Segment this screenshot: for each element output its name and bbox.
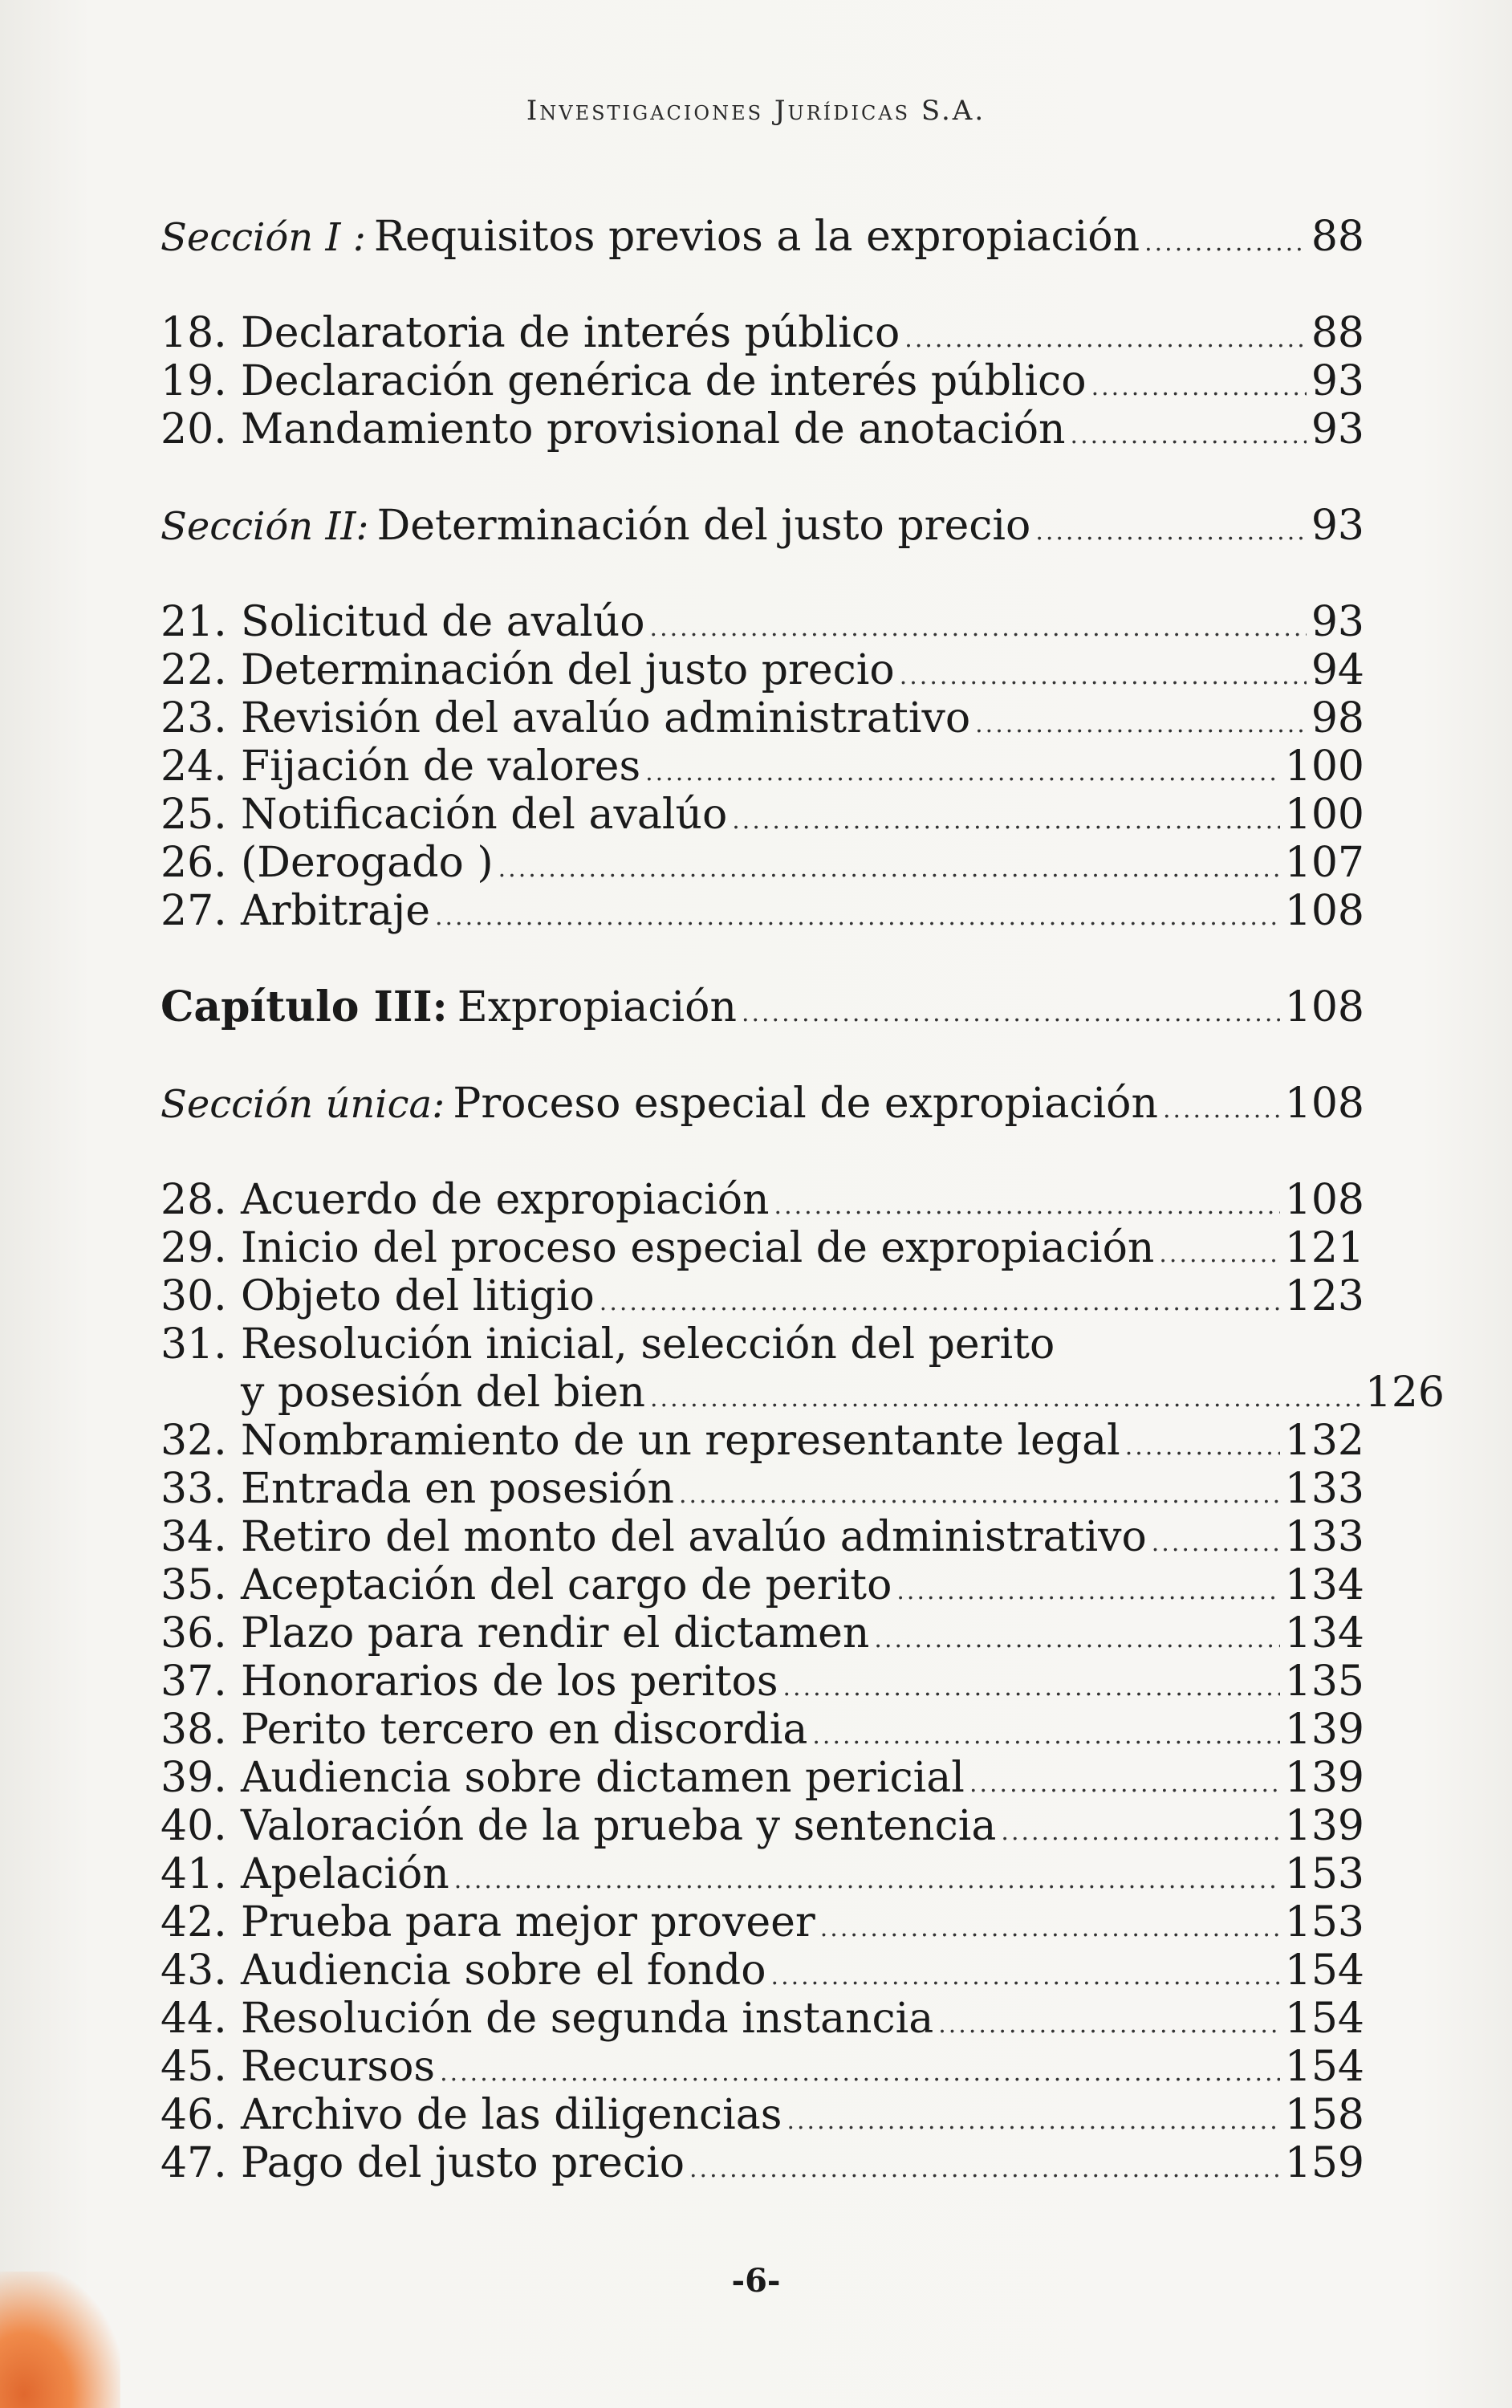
entry-title: Requisitos previos a la expropiación (373, 213, 1140, 261)
entry-page-number: 159 (1284, 2139, 1364, 2187)
entry-title: Aceptación del cargo de perito (241, 1561, 892, 1609)
dot-leader (783, 1664, 1280, 1712)
entry-number: 37. (161, 1658, 227, 1706)
entry-title: Plazo para rendir el dictamen (241, 1609, 870, 1658)
entry-page-number: 108 (1284, 1080, 1364, 1128)
entry-number: 24. (161, 742, 227, 791)
toc-entry (161, 1176, 1364, 1224)
dot-leader (1163, 1086, 1280, 1134)
dot-leader (874, 1616, 1279, 1664)
entry-number: 30. (161, 1272, 227, 1320)
toc-entry (161, 1417, 1364, 1465)
entry-number: 25. (161, 791, 227, 839)
dot-leader (645, 749, 1280, 797)
dot-leader (732, 797, 1279, 845)
toc-entry (161, 502, 1364, 550)
entry-title: Solicitud de avalúo (241, 598, 645, 646)
dot-leader (938, 2001, 1280, 2049)
toc-entry (161, 2091, 1364, 2139)
toc-entry (161, 694, 1364, 742)
entry-page-number: 132 (1284, 1417, 1364, 1465)
entry-title: y posesión del bien (241, 1369, 646, 1417)
entry-number: 34. (161, 1513, 227, 1561)
dot-leader (1144, 219, 1307, 267)
entry-title: Determinación del justo precio (376, 502, 1031, 550)
entry-title: Fijación de valores (241, 742, 641, 791)
entry-page-number: 88 (1311, 213, 1364, 261)
toc-entry (161, 1080, 1364, 1128)
dot-leader (1152, 1519, 1280, 1568)
entry-title: Expropiación (457, 983, 737, 1031)
dot-leader (650, 604, 1307, 653)
entry-number: 26. (161, 839, 227, 887)
entry-title: Resolución de segunda instancia (241, 1995, 934, 2043)
entry-page-number: 139 (1284, 1754, 1364, 1802)
entry-page-number: 93 (1311, 598, 1364, 646)
dot-leader (650, 1375, 1360, 1423)
entry-page-number: 93 (1311, 405, 1364, 454)
entry-page-number: 108 (1284, 983, 1364, 1031)
running-header: Investigaciones Jurídicas S.A. (526, 95, 986, 127)
toc-entry (161, 213, 1364, 261)
entry-title: Honorarios de los peritos (241, 1658, 778, 1706)
dot-leader (786, 2097, 1279, 2146)
toc-entry (161, 742, 1364, 791)
toc-entry (161, 1898, 1364, 1946)
entry-title: Resolución inicial, selección del perito (241, 1320, 1055, 1369)
entry-title: Declaración genérica de interés público (241, 357, 1087, 405)
entry-number: 22. (161, 646, 227, 694)
entry-number: 44. (161, 1995, 227, 2043)
dot-leader (1001, 1808, 1279, 1857)
toc-entry (161, 983, 1364, 1031)
dot-leader (454, 1857, 1280, 1905)
chapter-label: Capítulo III: (161, 982, 448, 1031)
toc-entry (161, 1272, 1364, 1320)
entry-page-number: 123 (1284, 1272, 1364, 1320)
toc-entry (161, 1995, 1364, 2043)
toc-entry (161, 1754, 1364, 1802)
entry-number: 28. (161, 1176, 227, 1224)
entry-number: 39. (161, 1754, 227, 1802)
entry-number: 29. (161, 1224, 227, 1272)
entry-title: Objeto del litigio (241, 1272, 595, 1320)
toc-entry (161, 1946, 1364, 1995)
dot-leader (435, 893, 1280, 942)
entry-page-number: 93 (1311, 357, 1364, 405)
entry-page-number: 154 (1284, 2043, 1364, 2091)
entry-title: Declaratoria de interés público (241, 309, 900, 357)
entry-page-number: 121 (1284, 1224, 1364, 1272)
entry-number: 27. (161, 887, 227, 935)
toc-entry (161, 2043, 1364, 2091)
entry-title: Arbitraje (241, 887, 430, 935)
entry-page-number: 98 (1311, 694, 1364, 742)
toc-entry (161, 1850, 1364, 1898)
entry-title: (Derogado ) (241, 839, 494, 887)
entry-number: 46. (161, 2091, 227, 2139)
entry-title: Valoración de la prueba y sentencia (241, 1802, 997, 1850)
dot-leader (1035, 508, 1307, 556)
dot-leader (742, 990, 1280, 1038)
entry-page-number: 154 (1284, 1995, 1364, 2043)
toc-entry (161, 405, 1364, 454)
entry-page-number: 108 (1284, 887, 1364, 935)
dot-leader (1091, 364, 1307, 412)
entry-page-number: 154 (1284, 1946, 1364, 1995)
entry-number: 19. (161, 357, 227, 405)
entry-page-number: 134 (1284, 1609, 1364, 1658)
entry-number: 33. (161, 1465, 227, 1513)
toc-entry (161, 887, 1364, 935)
dot-leader (896, 1568, 1279, 1616)
toc-entry (161, 1465, 1364, 1513)
entry-page-number: 153 (1284, 1898, 1364, 1946)
entry-page-number: 93 (1311, 502, 1364, 550)
entry-page-number: 107 (1284, 839, 1364, 887)
dot-leader (900, 653, 1307, 701)
entry-number: 21. (161, 598, 227, 646)
entry-number: 38. (161, 1706, 227, 1754)
entry-title: Proceso especial de expropiación (453, 1080, 1158, 1128)
entry-title: Mandamiento provisional de anotación (241, 405, 1066, 454)
entry-title: Pago del justo precio (241, 2139, 685, 2187)
entry-page-number: 100 (1284, 791, 1364, 839)
toc-entry (161, 1369, 1445, 1417)
entry-number: 20. (161, 405, 227, 454)
toc-entry (161, 646, 1364, 694)
dot-leader (820, 1905, 1280, 1953)
entry-number: 40. (161, 1802, 227, 1850)
entry-title: Retiro del monto del avalúo administrativo (241, 1513, 1147, 1561)
entry-page-number: 153 (1284, 1850, 1364, 1898)
entry-number: 36. (161, 1609, 227, 1658)
dot-leader (812, 1712, 1279, 1760)
toc-entry (161, 1224, 1364, 1272)
entry-number: 18. (161, 309, 227, 357)
dot-leader (1159, 1230, 1279, 1279)
toc-entry (161, 309, 1364, 357)
toc-entry (161, 1658, 1364, 1706)
entry-number: 35. (161, 1561, 227, 1609)
entry-page-number: 158 (1284, 2091, 1364, 2139)
entry-title: Recursos (241, 2043, 436, 2091)
entry-page-number: 133 (1284, 1465, 1364, 1513)
entry-page-number: 139 (1284, 1802, 1364, 1850)
entry-page-number: 139 (1284, 1706, 1364, 1754)
entry-title: Apelación (241, 1850, 449, 1898)
section-label: Sección I : (161, 215, 366, 260)
entry-title: Notificación del avalúo (241, 791, 728, 839)
toc-entry (161, 598, 1364, 646)
entry-number: 23. (161, 694, 227, 742)
dot-leader (498, 845, 1280, 893)
dot-leader (1125, 1423, 1280, 1471)
dot-leader (689, 2146, 1280, 2194)
entry-page-number: 135 (1284, 1658, 1364, 1706)
entry-page-number: 108 (1284, 1176, 1364, 1224)
entry-number: 45. (161, 2043, 227, 2091)
entry-page-number: 133 (1284, 1513, 1364, 1561)
toc-entry (161, 357, 1364, 405)
toc-entry (161, 1513, 1364, 1561)
dot-leader (904, 315, 1307, 364)
page-number-footer: -6- (731, 2262, 781, 2300)
dot-leader (600, 1279, 1280, 1327)
entry-number: 47. (161, 2139, 227, 2187)
entry-page-number: 88 (1311, 309, 1364, 357)
entry-title: Audiencia sobre el fondo (241, 1946, 766, 1995)
section-label: Sección II: (161, 504, 369, 549)
entry-page-number: 126 (1364, 1369, 1445, 1417)
entry-number: 42. (161, 1898, 227, 1946)
dot-leader (440, 2049, 1280, 2097)
entry-title: Perito tercero en discordia (241, 1706, 808, 1754)
section-label: Sección única: (161, 1082, 445, 1127)
dot-leader (975, 701, 1307, 749)
toc-entry (161, 1561, 1364, 1609)
toc-entry (161, 2139, 1364, 2187)
dot-leader (679, 1471, 1280, 1519)
toc-entry (161, 1609, 1364, 1658)
entry-number: 32. (161, 1417, 227, 1465)
entry-title: Entrada en posesión (241, 1465, 674, 1513)
toc-entry (161, 1320, 1364, 1369)
dot-leader (1071, 412, 1307, 460)
entry-number: 31. (161, 1320, 227, 1369)
entry-title: Inicio del proceso especial de expropiación (241, 1224, 1155, 1272)
entry-title: Revisión del avalúo administrativo (241, 694, 971, 742)
toc-entry (161, 1802, 1364, 1850)
entry-title: Prueba para mejor proveer (241, 1898, 815, 1946)
toc-entry (161, 839, 1364, 887)
entry-page-number: 94 (1311, 646, 1364, 694)
entry-page-number: 134 (1284, 1561, 1364, 1609)
entry-title: Nombramiento de un representante legal (241, 1417, 1120, 1465)
toc-entry (161, 1706, 1364, 1754)
entry-number: 41. (161, 1850, 227, 1898)
dot-leader (969, 1760, 1280, 1808)
entry-title: Determinación del justo precio (241, 646, 895, 694)
entry-number: 43. (161, 1946, 227, 1995)
entry-title: Archivo de las diligencias (241, 2091, 782, 2139)
entry-page-number: 100 (1284, 742, 1364, 791)
dot-leader (774, 1182, 1280, 1230)
toc-entry (161, 791, 1364, 839)
entry-title: Acuerdo de expropiación (241, 1176, 770, 1224)
thumb-shadow (0, 2272, 120, 2408)
dot-leader (771, 1953, 1280, 2001)
entry-title: Audiencia sobre dictamen pericial (241, 1754, 965, 1802)
